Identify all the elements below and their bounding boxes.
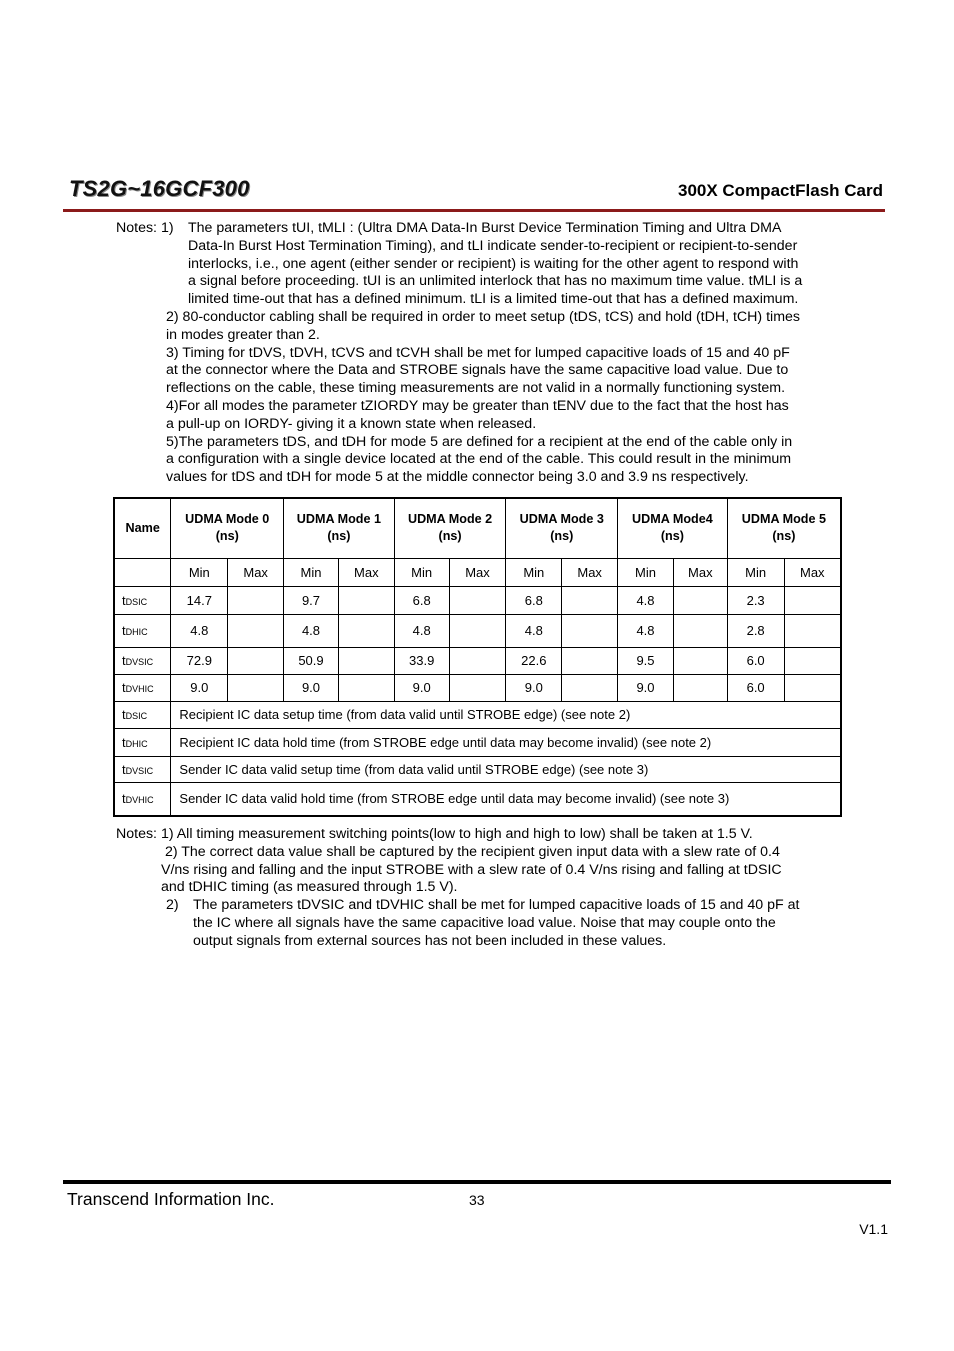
- min-label: Min: [618, 558, 674, 586]
- value-cell: 22.6: [506, 647, 562, 674]
- min-max-row: [114, 558, 841, 586]
- value-cell: 6.8: [394, 586, 449, 614]
- value-cell: 14.7: [171, 586, 228, 614]
- value-cell: 2.3: [727, 586, 784, 614]
- note-3: [166, 897, 852, 950]
- max-label: Max: [673, 558, 727, 586]
- product-title: 300X CompactFlash Card: [677, 181, 883, 200]
- value-cell: [562, 614, 618, 647]
- value-cell: [449, 674, 506, 701]
- note-line: in modes greater than 2.: [166, 326, 320, 343]
- company-name: Transcend Information Inc.: [67, 1189, 275, 1209]
- max-label: Max: [784, 558, 841, 586]
- note-line: Notes: 1) All timing measurement switching points(low to high and high to low) shall be taken at 1.5 V.: [116, 826, 753, 842]
- value-cell: [673, 647, 727, 674]
- note-line: 5)The parameters tDS, and tDH for mode 5 are defined for a recipient at the end of the cable only in: [166, 433, 793, 450]
- value-cell: [784, 614, 841, 647]
- value-cell: [449, 647, 506, 674]
- value-cell: [784, 647, 841, 674]
- param-symbol: tDSIC: [114, 586, 171, 614]
- value-cell: 6.0: [727, 674, 784, 701]
- mode-header: UDMA Mode 1 (ns): [284, 498, 395, 558]
- value-cell: 2.8: [727, 614, 784, 647]
- table-row: [114, 586, 841, 614]
- value-cell: [673, 674, 727, 701]
- value-cell: 9.0: [506, 674, 562, 701]
- udma-timing-table: [113, 497, 842, 817]
- note-line: V/ns rising and falling and the input STROBE with a slew rate of 0.4 V/ns rising and falling at tDSIC: [161, 861, 782, 878]
- mode-header: UDMA Mode 3 (ns): [506, 498, 618, 558]
- header-divider: [63, 209, 885, 212]
- max-label: Max: [338, 558, 394, 586]
- param-description: Sender IC data valid hold time (from STROBE edge until data may become invalid) (see note 3): [171, 782, 841, 816]
- value-cell: 4.8: [506, 614, 562, 647]
- value-cell: 72.9: [171, 647, 228, 674]
- value-cell: [449, 586, 506, 614]
- min-label: Min: [394, 558, 449, 586]
- value-cell: [562, 586, 618, 614]
- mode-header: UDMA Mode 5 (ns): [727, 498, 841, 558]
- value-cell: [228, 586, 284, 614]
- mode-header: UDMA Mode4 (ns): [618, 498, 728, 558]
- page-number: 33: [469, 1192, 485, 1208]
- value-cell: [338, 674, 394, 701]
- empty-cell: [114, 558, 171, 586]
- value-cell: [784, 674, 841, 701]
- value-cell: [449, 614, 506, 647]
- param-symbol: tDVHIC: [114, 782, 171, 816]
- max-label: Max: [228, 558, 284, 586]
- table-row: [114, 647, 841, 674]
- note-line: 3) Timing for tDVS, tDVH, tCVS and tCVH shall be met for lumped capacitive loads of 15 and 40 pF: [166, 344, 790, 361]
- value-cell: [784, 586, 841, 614]
- footer-divider: [63, 1180, 891, 1184]
- value-cell: [673, 586, 727, 614]
- note-line: Data-In Burst Host Termination Timing), and tLI indicate sender-to-recipient or recipient-to-sender: [188, 237, 798, 254]
- param-symbol: tDVSIC: [114, 756, 171, 782]
- param-symbol: tDVSIC: [114, 647, 171, 674]
- note-line: interlocks, i.e., one agent (either sender or recipient) is waiting for the other agent to respond with: [188, 255, 799, 272]
- note-line: a pull-up on IORDY- giving it a known state when released.: [166, 415, 537, 432]
- value-cell: [228, 647, 284, 674]
- note-line: The parameters tUI, tMLI : (Ultra DMA Data-In Burst Device Termination Timing and Ultra DMA: [188, 220, 782, 236]
- value-cell: 9.0: [171, 674, 228, 701]
- table-header-row: [114, 498, 841, 558]
- value-cell: [338, 614, 394, 647]
- note-line: The parameters tDVSIC and tDVHIC shall be met for lumped capacitive loads of 15 and 40 pF at: [193, 897, 800, 914]
- note-line: 2) The correct data value shall be captured by the recipient given input data with a slew rate of 0.4: [161, 843, 780, 860]
- value-cell: [562, 674, 618, 701]
- value-cell: 4.8: [171, 614, 228, 647]
- description-row: [114, 756, 841, 782]
- note-line: a signal before proceeding. tUI is an unlimited interlock that has no maximum time value. tMLI is a: [188, 273, 803, 290]
- page-header: [66, 172, 885, 212]
- value-cell: [228, 674, 284, 701]
- value-cell: [338, 647, 394, 674]
- value-cell: 4.8: [618, 614, 674, 647]
- param-symbol: tDVHIC: [114, 674, 171, 701]
- mode-header: UDMA Mode 2 (ns): [394, 498, 506, 558]
- note-line: a configuration with a single device located at the end of the cable. This could result in the minimum: [166, 451, 792, 468]
- notes-top: [116, 220, 852, 487]
- value-cell: [338, 586, 394, 614]
- value-cell: 9.0: [394, 674, 449, 701]
- note-line: output signals from external sources has not been included in these values.: [193, 932, 667, 949]
- value-cell: 50.9: [284, 647, 339, 674]
- note-line: 2) 80-conductor cabling shall be required in order to meet setup (tDS, tCS) and hold (tDH, tCH) times: [166, 308, 800, 325]
- note-2: [161, 844, 852, 897]
- value-cell: 4.8: [394, 614, 449, 647]
- notes-bottom: [116, 826, 852, 951]
- note-line: at the connector where the Data and STROBE signals have the same capacitive load value. Due to: [166, 362, 789, 379]
- table-row: [114, 614, 841, 647]
- param-description: Sender IC data valid setup time (from data valid until STROBE edge) (see note 3): [171, 756, 841, 782]
- min-label: Min: [171, 558, 228, 586]
- note-1: [116, 220, 852, 309]
- min-label: Min: [727, 558, 784, 586]
- value-cell: 33.9: [394, 647, 449, 674]
- description-row: [114, 728, 841, 756]
- value-cell: 6.8: [506, 586, 562, 614]
- description-row: [114, 782, 841, 816]
- notes-2-to-5: [166, 309, 852, 487]
- value-cell: [228, 614, 284, 647]
- param-symbol: tDHIC: [114, 614, 171, 647]
- description-row: [114, 701, 841, 728]
- param-description: Recipient IC data setup time (from data valid until STROBE edge) (see note 2): [171, 701, 841, 728]
- param-description: Recipient IC data hold time (from STROBE edge until data may become invalid) (see note 2): [171, 728, 841, 756]
- value-cell: 6.0: [727, 647, 784, 674]
- note-line: limited time-out that has a defined minimum. tLI is a limited time-out that has a defined maximum.: [188, 291, 799, 308]
- value-cell: 9.7: [284, 586, 339, 614]
- value-cell: 9.5: [618, 647, 674, 674]
- value-cell: [562, 647, 618, 674]
- min-label: Min: [284, 558, 339, 586]
- note-line: the IC where all signals have the same capacitive load value. Noise that may couple onto the: [193, 914, 776, 931]
- notes-label: Notes: 1): [116, 220, 174, 236]
- model-title: TS2G~16GCF300: [69, 176, 250, 201]
- note-line: reflections on the cable, these timing measurements are not valid in a normally functioning system.: [166, 380, 786, 397]
- value-cell: [673, 614, 727, 647]
- note-number: 2): [166, 897, 179, 914]
- value-cell: 4.8: [618, 586, 674, 614]
- name-header: Name: [114, 498, 171, 558]
- note-line: and tDHIC timing (as measured through 1.5 V).: [161, 879, 458, 896]
- note-line: 4)For all modes the parameter tZIORDY may be greater than tENV due to the fact that the host has: [166, 397, 789, 414]
- max-label: Max: [449, 558, 506, 586]
- param-symbol: tDHIC: [114, 728, 171, 756]
- value-cell: 9.0: [618, 674, 674, 701]
- document-version: V1.1: [859, 1221, 888, 1237]
- value-cell: 4.8: [284, 614, 339, 647]
- mode-header: UDMA Mode 0 (ns): [171, 498, 284, 558]
- min-label: Min: [506, 558, 562, 586]
- value-cell: 9.0: [284, 674, 339, 701]
- param-symbol: tDSIC: [114, 701, 171, 728]
- max-label: Max: [562, 558, 618, 586]
- note-line: values for tDS and tDH for mode 5 at the middle connector being 3.0 and 3.9 ns respectively.: [166, 469, 749, 486]
- table-row: [114, 674, 841, 701]
